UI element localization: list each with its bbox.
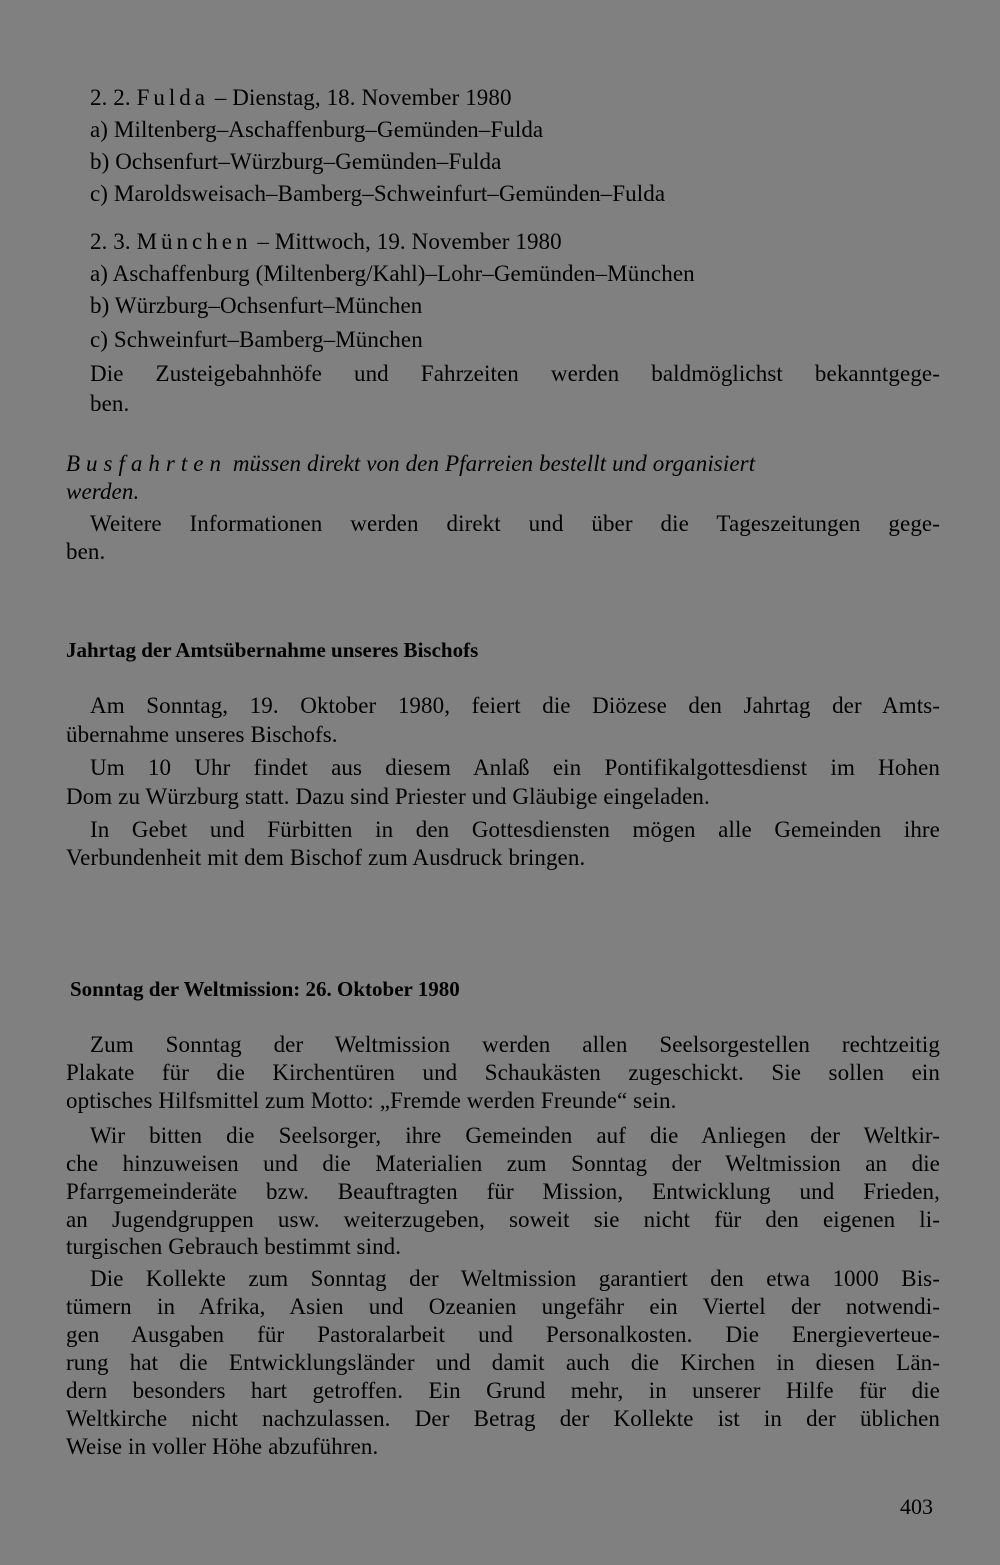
paragraph-line: Verbundenheit mit dem Bischof zum Ausdruck bringen. xyxy=(66,845,586,870)
paragraph-line: dern besonders hart getroffen. Ein Grund mehr, in unserer Hilfe für die xyxy=(66,1378,940,1403)
info-line: Weitere Informationen werden direkt und über die Tageszeitungen gege- xyxy=(90,511,940,536)
paragraph-line: Wir bitten die Seelsorger, ihre Gemeinden auf die Anliegen der Weltkir- xyxy=(90,1123,940,1148)
route-line: a) Miltenberg–Aschaffenburg–Gemünden–Fulda xyxy=(90,117,544,142)
paragraph-line: turgischen Gebrauch bestimmt sind. xyxy=(66,1234,402,1259)
note-line: Die Zusteigebahnhöfe und Fahrzeiten werden baldmöglichst bekanntgege- xyxy=(90,361,940,386)
section-heading-weltmission: Sonntag der Weltmission: 26. Oktober 1980 xyxy=(70,977,460,1001)
paragraph-line: rung hat die Entwicklungsländer und damit auch die Kirchen in diesen Län- xyxy=(66,1350,940,1375)
section-number: 2. 3. xyxy=(90,229,131,254)
section-heading-jahrtag: Jahrtag der Amtsübernahme unseres Bischofs xyxy=(66,638,479,662)
event-date: – Dienstag, 18. November 1980 xyxy=(214,85,512,110)
section-muenchen-heading xyxy=(90,228,562,256)
city-name: Fulda xyxy=(136,85,209,110)
paragraph-line: Am Sonntag, 19. Oktober 1980, feiert die Diözese den Jahrtag der Amts- xyxy=(90,693,940,718)
paragraph-line: optisches Hilfsmittel zum Motto: „Fremde werden Freunde“ sein. xyxy=(66,1088,677,1113)
paragraph-line: Pfarrgemeinderäte bzw. Beauftragten für Mission, Entwicklung und Frieden, xyxy=(66,1179,940,1204)
paragraph-line: Weltkirche nicht nachzulassen. Der Betrag der Kollekte ist in der üblichen xyxy=(66,1406,940,1431)
route-line: c) Schweinfurt–Bamberg–München xyxy=(90,327,423,352)
bus-notice-line xyxy=(66,450,940,478)
paragraph-line: Die Kollekte zum Sonntag der Weltmission garantiert den etwa 1000 Bis- xyxy=(90,1266,940,1291)
paragraph-line: Zum Sonntag der Weltmission werden allen Seelsorgestellen rechtzeitig xyxy=(90,1032,940,1057)
event-date: – Mittwoch, 19. November 1980 xyxy=(257,229,562,254)
note-line: ben. xyxy=(90,391,130,416)
section-number: 2. 2. xyxy=(90,85,131,110)
route-line: b) Würzburg–Ochsenfurt–München xyxy=(90,293,423,318)
section-fulda-heading xyxy=(90,84,512,112)
paragraph-line: che hinzuweisen und die Materialien zum Sonntag der Weltmission an die xyxy=(66,1151,940,1176)
paragraph-line: übernahme unseres Bischofs. xyxy=(66,722,338,747)
route-line: a) Aschaffenburg (Miltenberg/Kahl)–Lohr–Gemünden–München xyxy=(90,261,695,286)
paragraph-line: Um 10 Uhr findet aus diesem Anlaß ein Pontifikalgottesdienst im Hohen xyxy=(90,755,940,780)
paragraph-line: Dom zu Würzburg statt. Dazu sind Priester und Gläubige eingeladen. xyxy=(66,784,710,809)
paragraph-line: an Jugendgruppen usw. weiterzugeben, soweit sie nicht für den eigenen li- xyxy=(66,1207,940,1232)
bus-spaced-word: Busfahrten xyxy=(66,451,227,476)
route-line: b) Ochsenfurt–Würzburg–Gemünden–Fulda xyxy=(90,149,502,174)
bus-notice-text: müssen direkt von den Pfarreien bestellt und organisiert xyxy=(232,451,756,476)
paragraph-line: In Gebet und Fürbitten in den Gottesdiensten mögen alle Gemeinden ihre xyxy=(90,817,940,842)
paragraph-line: tümern in Afrika, Asien und Ozeanien ungefähr ein Viertel der notwendi- xyxy=(66,1294,940,1319)
bus-notice-line: werden. xyxy=(66,479,140,504)
paragraph-line: Plakate für die Kirchentüren und Schaukästen zugeschickt. Sie sollen ein xyxy=(66,1060,940,1085)
info-line: ben. xyxy=(66,539,106,564)
city-name: München xyxy=(136,229,252,254)
paragraph-line: gen Ausgaben für Pastoralarbeit und Personalkosten. Die Energieverteue- xyxy=(66,1322,940,1347)
paragraph-line: Weise in voller Höhe abzuführen. xyxy=(66,1434,379,1459)
route-line: c) Maroldsweisach–Bamberg–Schweinfurt–Gemünden–Fulda xyxy=(90,181,666,206)
page-number: 403 xyxy=(900,1494,933,1519)
